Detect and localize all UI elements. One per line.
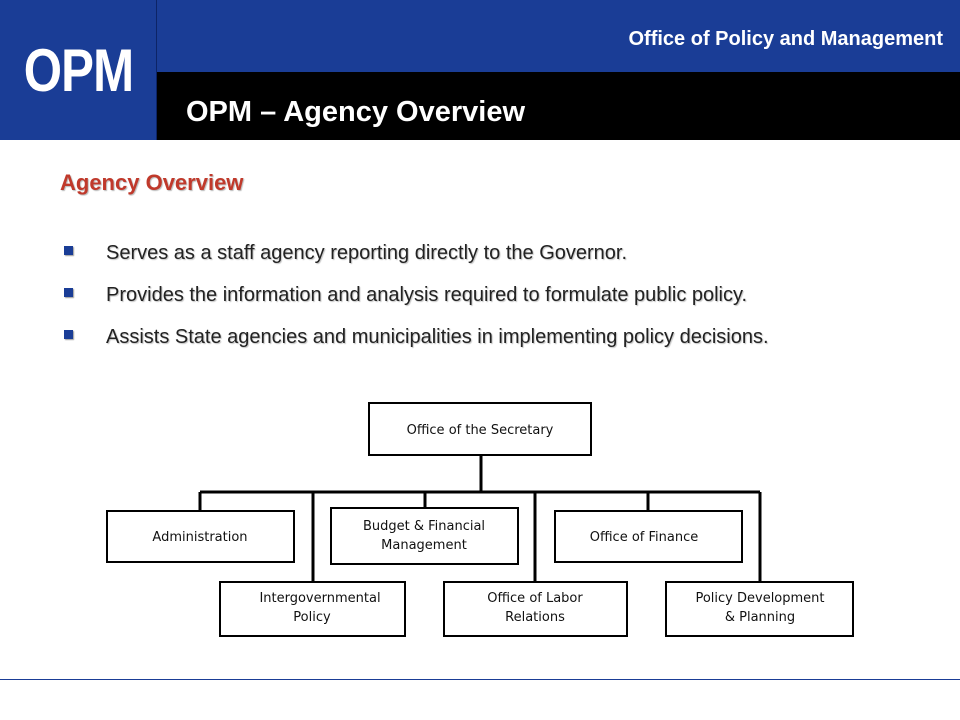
org-box-budget [331,508,518,564]
org-label-intergovernmental-line2: Policy [293,610,331,625]
org-label-secretary: Office of the Secretary [406,423,554,438]
org-label-labor-line2: Relations [505,610,565,625]
org-label-labor-line1: Office of Labor [487,591,583,606]
page-title: OPM – Agency Overview [186,96,526,128]
org-box-office-of-finance [555,511,742,562]
bullet-text: Provides the information and analysis required to formulate public policy. [106,284,748,306]
footer-divider [0,679,960,680]
org-label-office-of-finance: Office of Finance [589,530,699,545]
org-label-budget-line1: Budget & Financial [362,519,486,534]
logo-text: OPM [23,37,134,104]
bullet-text: Serves as a staff agency reporting directly to the Governor. [106,242,628,264]
org-box-intergovernmental [220,582,405,636]
org-label-budget-line2: Management [381,538,467,553]
org-label-policy-line1: Policy Development [695,591,825,606]
org-box-administration [107,511,294,562]
org-box-policy-development [666,582,853,636]
org-label-administration: Administration [152,530,248,545]
office-name: Office of Policy and Management [628,28,943,50]
section-heading: Agency Overview [60,170,244,195]
bullet-text: Assists State agencies and municipalities in implementing policy decisions. [106,326,769,348]
org-box-secretary [369,403,591,455]
org-label-policy-line2: & Planning [724,610,796,625]
org-label-intergovernmental-line1: Intergovernmental [259,591,381,606]
org-box-labor-relations [444,582,627,636]
